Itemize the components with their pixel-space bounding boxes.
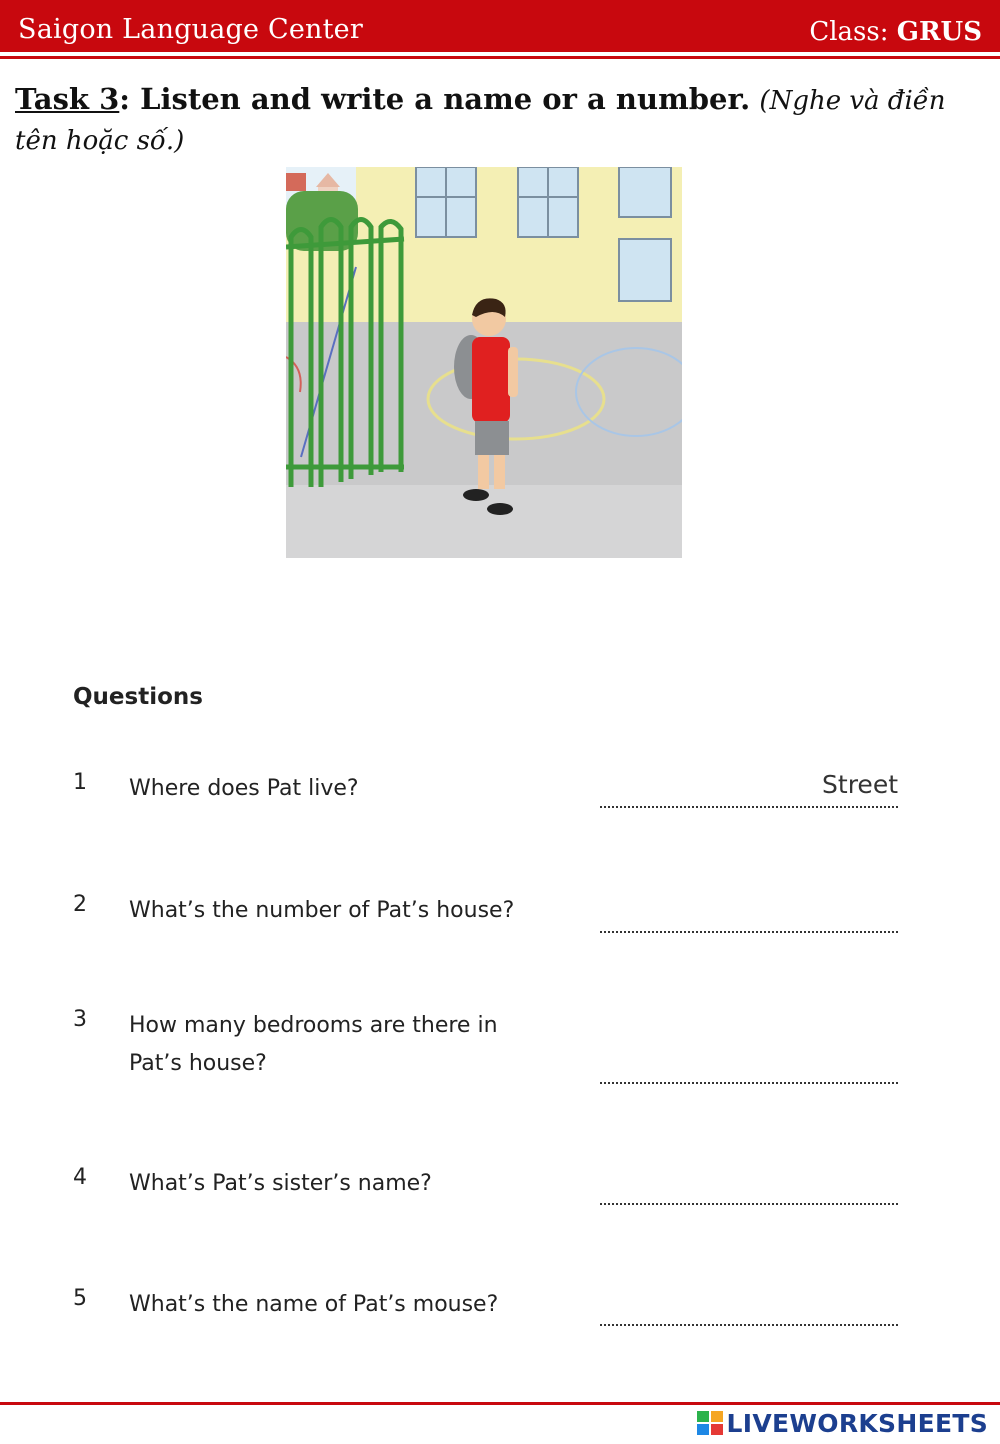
question-text: What’s the name of Pat’s mouse? xyxy=(129,1292,499,1317)
question-number: 2 xyxy=(73,892,87,917)
question-text: What’s Pat’s sister’s name? xyxy=(129,1171,432,1196)
liveworksheets-brand[interactable] xyxy=(697,1408,988,1438)
task-heading xyxy=(15,80,975,160)
schoolyard-illustration xyxy=(286,167,682,558)
center-name: Saigon Language Center xyxy=(18,14,363,45)
answer-field-2[interactable] xyxy=(600,901,898,933)
question-number: 1 xyxy=(73,770,87,795)
class-name: GRUS xyxy=(896,17,982,47)
answer-field-1[interactable] xyxy=(600,770,898,808)
question-text: How many bedrooms are there in Pat’s house? xyxy=(129,1013,498,1076)
brand-name: LIVEWORKSHEETS xyxy=(726,1408,988,1438)
header-divider xyxy=(0,56,1000,59)
footer-divider xyxy=(0,1402,1000,1405)
questions-title: Questions xyxy=(73,684,203,710)
task-translation: (Nghe và điền tên hoặc số.) xyxy=(15,86,946,156)
answer-suffix: Street xyxy=(822,770,898,799)
question-number: 5 xyxy=(73,1286,87,1311)
question-number: 3 xyxy=(73,1007,87,1032)
answer-field-5[interactable] xyxy=(600,1294,898,1326)
question-text: What’s the number of Pat’s house? xyxy=(129,898,515,923)
answer-field-4[interactable] xyxy=(600,1173,898,1205)
question-text: Where does Pat live? xyxy=(129,776,359,801)
task-label: Task 3 xyxy=(15,82,120,116)
task-instruction: : Listen and write a name or a number. xyxy=(119,82,751,116)
question-number: 4 xyxy=(73,1165,87,1190)
liveworksheets-logo-icon xyxy=(697,1411,723,1435)
header-band xyxy=(0,0,1000,52)
answer-field-3[interactable] xyxy=(600,1052,898,1084)
class-info xyxy=(809,17,982,47)
class-label: Class: xyxy=(809,17,889,47)
